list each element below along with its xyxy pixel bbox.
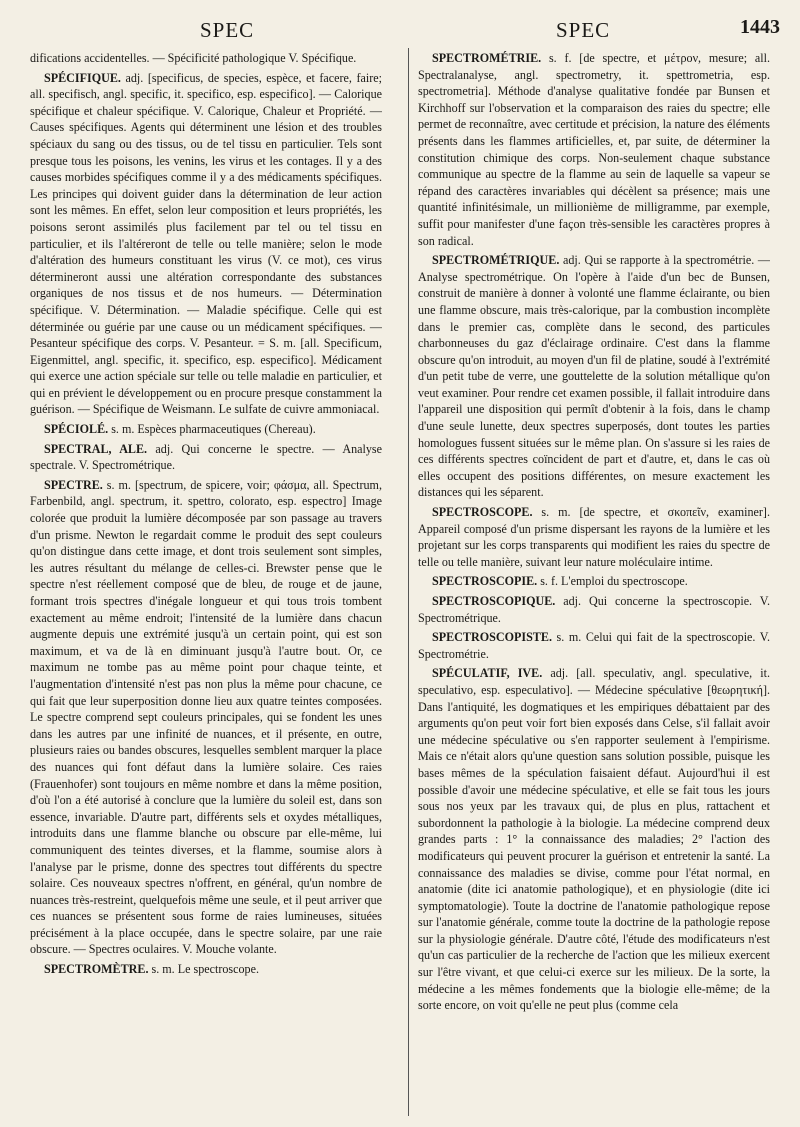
entry-headword: SPÉCIOLÉ.	[44, 422, 109, 437]
entry-headword: SPECTROSCOPE.	[432, 505, 533, 520]
header-right-word: SPEC	[556, 18, 611, 42]
entry-headword: SPÉCIFIQUE.	[44, 70, 121, 85]
entry-headword: SPECTROMÉTRIE.	[432, 51, 542, 65]
entry-text: s. m. Le spectroscope.	[148, 962, 259, 977]
dictionary-entry	[30, 961, 382, 978]
entry-headword: SPECTROSCOPIQUE.	[432, 594, 556, 608]
dictionary-entry	[418, 50, 770, 249]
entry-text: adj. Qui concerne le spectre. — Analyse spectrale. V. Spectrométrique.	[30, 441, 382, 473]
dictionary-entry	[418, 629, 770, 662]
entry-headword: SPECTROMÉTRIQUE.	[432, 253, 560, 268]
dictionary-entry	[30, 421, 382, 438]
dictionary-entry	[418, 573, 770, 590]
dictionary-entry	[30, 477, 382, 958]
dictionary-entry	[418, 593, 770, 626]
dictionary-entry	[30, 50, 382, 67]
entry-text: adj. [all. speculativ, angl. speculative, it. speculativo, esp. especulativo]. — Médecine spéculative [θεωρητική]. Dans l'antiquité, les dogmatiques et les empiriques débattaient par des arguments qu'on peut voir fort bien exposés dans Celse, s'il fallait avoir une médecine spéculative ou s'en rapporter seulement à l'empirisme. Mais ce n'était alors qu'une question sans solution possible, puisque les bases mêmes de la spéculation faisaient défaut. Aujourd'hui il est possible d'avoir une médecine spéculative, et elle se fait tous les jours sous nos yeux par les travaux qui, de plus en plus, rattachent et subordonnent la pathologie à la biologie. La médecine comprend deux grandes parts : 1° la connaissance des maladies; 2° l'action des modificateurs qui peuvent procurer la guérison et entretenir la santé. La connaissance des maladies se divise, comme pour l'état normal, en anatomie (dite ici anatomie pathologique), et en physiologie (dite ici symptomatologie). Toute la doctrine de l'anatomie pathologique repose sur l'anatomie générale, comme toute la doctrine de la pathologie repose sur la physiologie générale. D'autre côté, l'étude des modificateurs n'est qu'un cas particulier de la recherche de l'action que les milieux exercent sur l'être vivant, et que celui-ci exerce sur les milieux. De la sorte, la médecine a les mêmes fondements que la biologie elle-même; de la sorte encore, on voit qu'elle ne peut plus (comme cela	[418, 666, 770, 1013]
column-divider	[408, 48, 409, 1116]
right-column	[418, 50, 770, 1120]
entry-text: s. m. Celui qui fait de la spectroscopie. V. Spectrométrie.	[418, 630, 770, 661]
entry-headword: SPÉCULATIF, IVE.	[432, 666, 543, 681]
entry-headword: SPECTRAL, ALE.	[44, 441, 148, 456]
entry-text: adj. Qui concerne la spectroscopie. V. Spectrométrique.	[418, 594, 770, 625]
entry-text: adj. [specificus, de species, espèce, et facere, faire; all. specifisch, angl. specific, it. specifico, esp. especifico]. — Calorique spécifique et chaleur spécifique. V. Calorique, Chaleur et Propriété. — Causes spécifiques. Agents qui déterminent une lésion et des troubles spéciaux du sang ou des tissus, ou de tel tissu en particulier. Tels sont presque tous les poisons, les venins, les virus et les contages. Il y a des causes morbides spécifiques comme il y a des médicaments spécifiques. Les principes qui doivent guider dans la détermination de leur action sont les mêmes. En effet, selon leur composition et leurs propriétés, les poisons seront assimilés plus facilement par tel ou tel tissu en particulier, et ils l'altéreront de telle ou telle manière; selon le mode d'altération des humeurs constituant les virus (V. ce mot), ces virus détermineront aussi une altération correspondante des substances organiques de nos tissus et de nos humeurs. — Détermination spécifique. V. Détermination. — Maladie spécifique. Celle qui est déterminée ou guérie par une cause ou un médicament spécifiques. — Pesanteur spécifique des corps. V. Pesanteur. = S. m. [all. Specificum, Eigenmittel, angl. specific, it. specifico, esp. especifico]. Médicament qui exerce une action spéciale sur telle ou telle maladie en particulier, et qui en prévient le développement ou en procure presque constamment la guérison. — Spécifique de Weismann. Le sulfate de cuivre ammoniacal.	[30, 70, 382, 417]
dictionary-entry	[30, 70, 382, 418]
entry-text: s. f. L'emploi du spectroscope.	[537, 574, 688, 589]
entry-text: s. f. [de spectre, et μέτρον, mesure; all. Spectralanalyse, angl. spectrometry, it. spettrometria, esp. spectrometria]. Méthode d'analyse qualitative fondée par Bunsen et Kirchhoff sur l'observation et la comparaison des raies du spectre; elle permet de reconnaître, avec certitude et précision, la nature des éléments présents dans les flammes artificielles, et, par suite, de déterminer la constitution chimique des corps. Non-seulement chaque substance communique au spectre de la flamme au sein de laquelle sa vapeur se répand des caractères invariables qui décèlent sa présence; mais une quantité infinitésimale, un millionième de milligramme, par exemple, suffit pour manifester d'une façon très-sensible les caractères propres à son radical.	[418, 51, 770, 248]
entry-headword: SPECTRE.	[44, 477, 103, 492]
entry-text: s. m. [spectrum, de spicere, voir; φάσμα, all. Spectrum, Farbenbild, angl. spectrum, it. spettro, colorato, esp. espectro] Image colorée que produit la lumière décomposée par son passage au travers d'un prisme. Newton le regardait comme le produit des sept couleurs qu'on distingue dans cette image, et dont trois seulement sont simples, les autres résultant du mélange de celles-ci. Brewster pense que le spectre n'est réellement composé que de bleu, de rouge et de jaune, formant trois spectres d'inégale longueur et qui tous trois tombent exactement au même endroit; l'intensité de la lumière dans chacun augmente depuis une extrémité jusqu'à un certain point, qui est son maximum, et va de là en diminuant jusqu'à l'autre bout. Or, ce maximum ne tombe pas au même point pour chaque teinte, et l'augmentation d'intensité n'est pas non plus la même pour chacune, ce qui fait que leur superposition donne lieu aux quatre teintes composées. Le spectre comprend sept couleurs principales, qui se fondent les unes dans les autres par une infinité de nuances, et il présente, en outre, plusieurs raies ou bandes obscures, lesquelles semblent marquer la place des nuances qui font défaut dans la lumière solaire. Ces raies (Frauenhofer) sont toujours en même nombre et dans la même position, d'où l'on a été autorisé à conclure que la lumière du soleil est, dans son essence, invariable. D'autre part, différents sels et oxydes métalliques, introduits dans une flamme blanche ou obscure par elle-même, lui communiquent des teintes diverses, et la flamme, soumise alors à l'analyse par le prisme, donne des spectres tout différents du spectre solaire. Ces nouveaux spectres n'offrent, en général, qu'un nombre de nuances très-restreint, quelquefois même une seule, et il peut arriver que ces nuances se présentent sous forme de raies lumineuses, situées précisément à la place occupée, dans le spectre solaire, par une raie obscure. — Spectres oculaires. V. Mouche volante.	[30, 477, 382, 957]
dictionary-entry	[418, 252, 770, 501]
entry-text: difications accidentelles. — Spécificité pathologique V. Spécifique.	[30, 51, 357, 65]
header-left-word: SPEC	[200, 18, 255, 42]
entry-text: s. m. Espèces pharmaceutiques (Chereau).	[108, 422, 316, 437]
dictionary-entry	[30, 441, 382, 474]
running-header	[0, 10, 800, 50]
entry-text: adj. Qui se rapporte à la spectrométrie. — Analyse spectrométrique. On l'opère à l'aide d'un bec de Bunsen, construit de manière à donner à volonté une flamme éclairante, ou bien une flamme obscure, mais très-calorique, par la combustion incomplète dans le premier cas, complète dans le second, des particules charbonneuses du gaz d'éclairage ordinaire. C'est dans la flamme obscure qu'on introduit, au moyen d'un fil de platine, soudé à l'extrémité d'un petit tube de verre, une gouttelette de la solution métallique qu'on veut examiner. Pour rendre cet examen possible, il fallait introduire dans l'appareil une disposition qui permît d'obtenir à la fois, dans le champ d'une seule lunette, deux spectres superposés, dont toutes les parties homologues fussent situées sur le même plan. On s'assure si les raies de ces différents spectres coïncident de part et d'autre, et, dans le cas où elles occupent des positions différentes, on mesure exactement les distances qui les séparent.	[418, 253, 770, 500]
dictionary-entry	[418, 504, 770, 570]
entry-headword: SPECTROSCOPISTE.	[432, 630, 552, 645]
entry-headword: SPECTROMÈTRE.	[44, 962, 149, 977]
left-column	[30, 50, 382, 1120]
dictionary-entry	[418, 665, 770, 1013]
entry-headword: SPECTROSCOPIE.	[432, 574, 538, 589]
entry-text: s. m. [de spectre, et σκοπεῖν, examiner]. Appareil composé d'un prisme dispersant les rayons de la lumière et les projetant sur les corps transparents qui modifient les raies du spectre de telle ou telle manière, suivant leur nature moléculaire intime.	[418, 505, 770, 569]
page-number: 1443	[740, 16, 780, 38]
